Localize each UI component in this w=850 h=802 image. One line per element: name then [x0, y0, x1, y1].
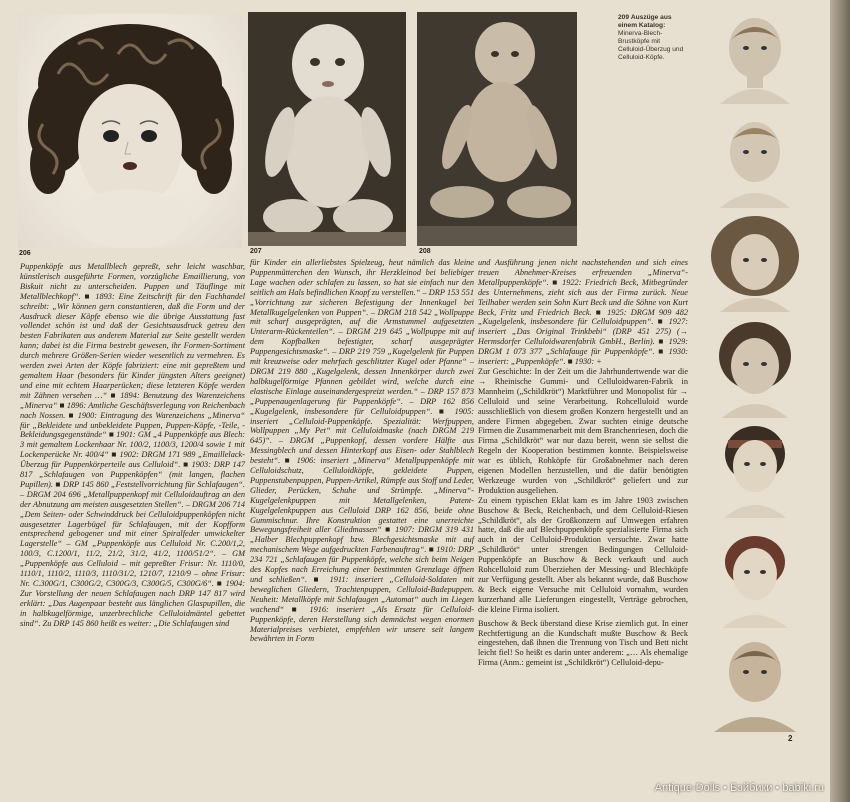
column-right-text-d: Buschow & Beck überstand diese Krise ziemlich gut. In einer Rechtfertigung an die Kundschaft mußte Buschow & Beck eingestehen, daß ihnen die Trennung von Tisch und Bett nicht leicht fiel! So heißt es darin unter anderem: „… Als ehemalige Firma (Anm.: gemeint ist „Schildkröt“) Celluloid-depu- [478, 618, 688, 668]
text-column-right [478, 258, 688, 668]
figure-number-207: 207 [250, 248, 262, 255]
photo-doll-head-curly [18, 14, 242, 248]
doll-head-thumb-6 [700, 530, 810, 630]
column-middle-text: für Kinder ein allerliebstes Spielzeug, heut nämlich das kleine Puppenmütterchen den Wunsch, ihr Herzkleinod bei beliebiger Lage wachen oder schlafen zu lassen, so hat sie einfach nur den seitlich am Hals befindlichen Knopf zu verstellen.“ – DRP 153 551 „Vorrichtung zur sicheren Befestigung der Innenkugel bei Metallkugelgelenken von Puppen“. – DRGM 218 542 „Wollpuppe mit scharf ausgeprägten, auf die Armstummel aufgesetzten Unterarm-Rückenteilen“. – DRGM 219 645 „Wollpuppe mit auf dem Kopfbalken befestigter, scharf ausgeprägter Puppengesichtsmaske“. – DRP 219 759 „Kugelgelenk für Puppen mit kreuzweise oder mehrfach geschlitzter Kugel oder Pfanne“ – DRGM 219 880 „Kugelgelenk, dessen Innenkörper durch zwei halbkugelförmige Pfannen gebildet wird, welche durch eine elastische Einlage auseinandergespreizt werden.“ – DRP 157 873 „Puppenaugenlagerung für Puppenköpfe“. – DRP 162 856 „Kugelgelenk, insbesondere für Celluloidpuppen“. ■ 1905: inseriert „Celluloid-Puppenköpfe. Spezialität: Werfpuppen, Wollpuppen „My Pet“ mit Celluloidmaske (nach DRGM 219 645)“. – DRGM „Puppenkopf, dessen vordere Hälfte aus Messingblech und dessen Hinterkopf aus Eisen- oder Stahlblech besteht“. ■ 1906: inseriert „Minerva“ Metallpuppenköpfe mit Celluloidschutz, Celluloidköpfe, gekleidete Puppen, Puppenstubenpuppen, Puppen-Artikel, Rümpfe aus Stoff und Leder, Glieder, Perücken, Schuhe und Strümpfe. „Minerva“-Kugelgelenkpuppen mit Metallgelenken, Patent-Kugelgelenkpuppen aus Celluloid DRP 162 856, beide ohne Gummischnur. Ihre Konstruktion gestattet eine unerreichte Bewegungsfreiheit aller Gliedmassen“ ■ 1907: DRGM 319 431 „Halber Blechpuppenkopf bzw. Blechgesichtsmaske mit auf mechanischem Wege aufgedruckten Farbenauftrag“. ■ 1910: DRP 234 721 „Schlafaugen für Puppenköpfe, welche sich beim Neigen des Kopfes nach Erreichung einer bestimmten Grenzlage öffnen und schließen“. ■ 1911: inseriert „Celluloid-Soldaten mit beweglichen Gliedern, Trachtenpuppen, Celluloid-Badepuppen. Neuheit: Metallköpfe mit Schlafaugen „Automat“ auch im Liegen wachend“ ■ 1916: inseriert „Als Ersatz für Celluloid-Puppenköpfe, deren Herstellung sich demnächst wegen enormen Materialpreises verbietet, empfehlen wir unsere seit langem bewährten in Form [250, 258, 474, 644]
column-left-text: Puppenköpfe aus Metallblech gepreßt, sehr leicht waschbar, künstlerisch ausgeführte Formen, vorzügliche Emaillierung, von Biskuit nicht zu unterscheiden. Puppen und Täuflinge mit Metallblechkopf“. ■ 1893: Eine Zeitschrift für den Fachhandel schreibt: „Wir können gern constantieren, daß die Form und der Ausdruck dieser Köpfe ebenso wie die übrige Ausstattung fast vollendet schön ist und daß der Gesichtsausdruck getreu den besten Fabrikaten aus anderem Material zur Seite gestellt werden kann; dabei ist die Firma bestrebt gewesen, ihr Formen-Sortiment durch mehrere Größen-Serien wieder wesentlich zu vermehren. Es werden zwei Arten der Köpfe fabriziert: eine mit gepreßtem und gemaltem Haar (besonders für Kinder jüngsten Alters geeignet) und eine mit echtem Haarperücken; diese letzteren Köpfe werden mit Zähnen versehen …“ ■ 1894: Benutzung des Warenzeichens „Minerva“ ■ 1896: Amtliche Geschäftsverlegung von Reichenbach nach Nossen. ■ 1900: Eintragung des Warenzeichens „Minerva“ für „Bekleidete und unbekleidete Puppen, Puppen-Köpfe, -Teile, -Bekleidungsgegenstände“ ■ 1901: GM „4 Puppenköpfe aus Blech: 3 mit gemaltem Lockenhaar Nr. 100/2, 1100/3, 1200/4 sowie 1 mit Lockenperücke Nr. 400/4“ ■ 1902: DRGM 171 989 „Emaillelack-Überzug für Puppenkörperteile aus Celluloid“. ■ 1903: DRP 147 817 „Schlafaugen von Puppenköpfen“ (mit langen, flachen Pupillen). ■ DRP 145 860 „Feststellvorrichtung für Schlafaugen“. – DRGM 204 696 „Metallpuppenkopf mit Celluloidauftrag an den der Abnutzung am meisten ausgesetzten Stellen“. – DRGM 206 714 „Dem Seiten- oder Schwinddruck bei Celluloidpuppenköpfen nicht ausgesetzter Lagerbügel für Schlafaugen, mit der Kopfform entsprechend gebogener und mit einer Spiralfeder umwickelter Lagerstelle“ – GM „Puppenköpfe aus Celluloid Nr. C.200/1,2, 100/3, C.1200/1, 11/2, 21/2, 31/2, 41/2, 1100/51/2“. – GM „Puppenköpfe aus Celluloid – mit gepreßter Frisur: Nr. 1110/0, 1110/1, 1110/2, 1110/3, 1110/31/2, 1210/7, 1210/9 – ohne Frisur: Nr. C.300G/1, C300G/2, C300G/3, C300G/5, C300G/6“. ■ 1904: Zur Vorstellung der neuen Schlafaugen nach DRP 147 817 wird erklärt: „Das Augenpaar besteht aus länglichen Glaspupillen, die in halbkugelförmige, unzerbrechliche Celluloidmäntel gebettet sind“. Zu DRP 145 860 heißt es weiter: „Die Schlafaugen sind [20, 262, 245, 628]
text-column-middle [250, 258, 474, 644]
photo-baby-doll-seated [417, 12, 577, 246]
photo-baby-doll-front [248, 12, 406, 246]
text-column-left [20, 262, 245, 629]
figure-209-caption-bold: Auszüge aus einem Katalog: [618, 14, 672, 29]
doll-head-thumb-1 [700, 12, 810, 110]
doll-head-thumb-2 [700, 112, 810, 210]
doll-head-thumb-3 [700, 210, 810, 314]
column-right-text-c: Zu einem typischen Eklat kam es im Jahre 1903 zwischen Buschow & Beck, Reichenbach, und dem Celluloid-Riesen „Schildkröt“, als der Großkonzern auf Umwegen erfahren hatte, daß die auf Blechpuppenköpfe spezialisierte Firma sich auch in der Celluloid-Produktion versuchte. Zwar hatte „Schildkröt“ unter strengen Bedingungen Celluloid-Puppenköpfe an Buschow & Beck verkauft und auch Rohcelluloid zum Überziehen der Messing- und Blechköpfe zur Verfügung gestellt. Aber als bekannt wurde, daß Buschow & Beck eigene Versuche mit Celluloid vornahm, wurden kurzerhand alle Lieferungen eingestellt, Verträge gebrochen, die kleine Firma isoliert. [478, 495, 688, 614]
book-edge [830, 0, 850, 802]
doll-head-thumb-5 [700, 420, 810, 520]
figure-209-caption-text: Minerva-Blech-Brustköpfe mit Celluloid-Überzug und Celluloid-Köpfe. [618, 30, 684, 61]
figure-number-208: 208 [419, 248, 431, 255]
page-marker: 2 [788, 734, 793, 743]
figure-number-206: 206 [19, 250, 31, 257]
watermark: Antique-Dolls • Бэйбики • babiki.ru [654, 782, 824, 794]
doll-head-thumb-7 [700, 634, 810, 734]
column-right-text-a: und Ausführung jenen nicht nachstehenden und sich eines treuen Abnehmer-Kreises erfreuenden „Minerva“-Metallpuppenköpfe“. ■ 1922: Friedrich Beck, Mitbegründer des Unternehmens, zieht sich aus der Firma zurück. Neue Teilhaber werden sein Sohn Kurt Beck und die Söhne von Kurt Beck, Fritz und Friedrich Beck. ■ 1925: DRGM 909 482 „Kugelgelenk, insbesondere für Celluloidpuppen“. ■ 1927: inseriert „Das Original Trinkbebi“ (DRP 451 275) (→ Hermsdorfer Celluloidwarenfabrik GmbH., Berlin). ■ 1929: DRGM 1 073 377 „Schlafauge für Puppenköpfe“. ■ 1930: inseriert: „Puppenköpfe“. ■ 1930: + [478, 258, 688, 367]
figure-number-209: 209 [618, 14, 630, 21]
doll-head-thumb-4 [700, 316, 810, 420]
column-right-text-b: Zur Geschichte: In der Zeit um die Jahrhundertwende war die → Rheinische Gummi- und Celluloidwaren-Fabrik in Mannheim („Schildkröt“) Marktführer und Monopolist für → Celluloid und seine Verarbeitung. Rohcelluloid wurde ausschließlich von diesem großen Konzern hergestellt und an andere Firmen abgegeben. Zwar suchten einige deutsche Firmen die Zusammenarbeit mit dem Branchenriesen, doch die Firma „Schildkröt“ war nur dazu bereit, wenn sie selbst die Regeln der Kooperation bestimmen konnte. Beispielsweise war es üblich, Rohköpfe für Großabnehmer nach deren eigenen Modellen herzustellen, und die dafür benötigten Werkzeuge wurden von „Schildkröt“ geliefert und zur Produktion ausgeliehen. [478, 366, 688, 495]
figure-209-caption [618, 14, 688, 62]
